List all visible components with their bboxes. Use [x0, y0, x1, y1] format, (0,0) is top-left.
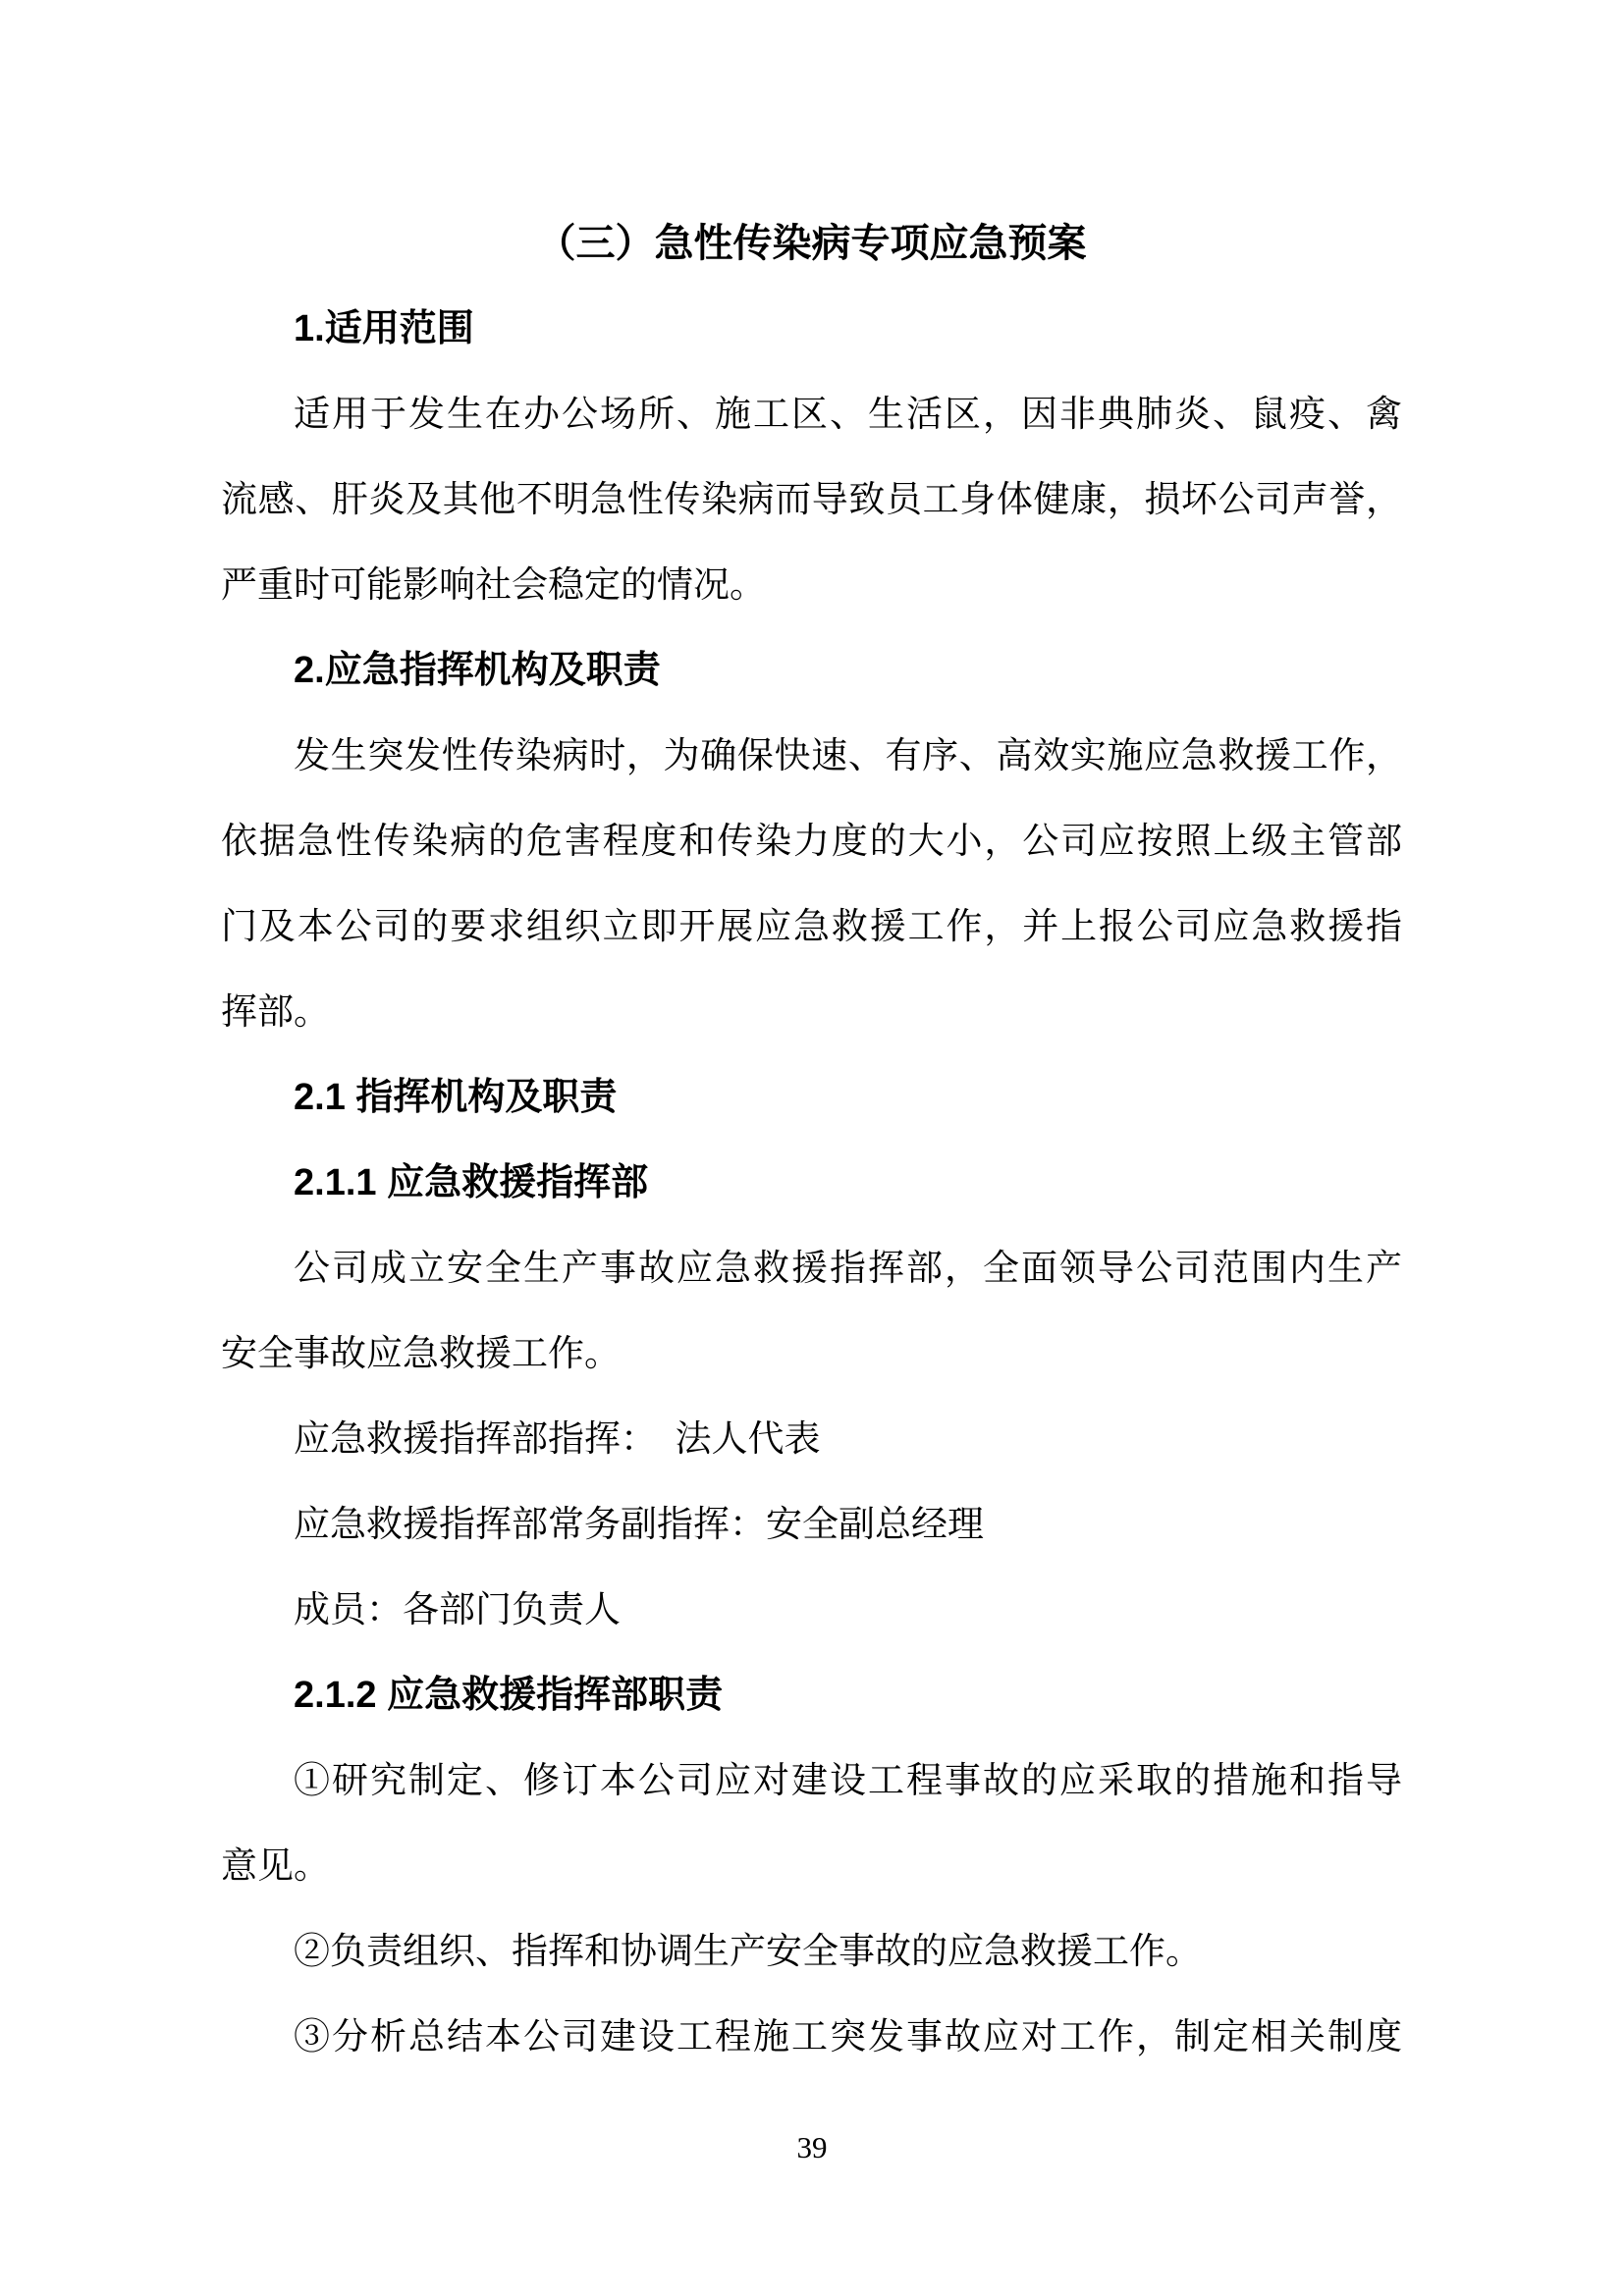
section-heading: 2.1.2 应急救援指挥部职责 [294, 1675, 724, 1716]
paragraph-line: 意见。 [221, 1846, 330, 1887]
paragraph-line: 安全事故应急救援工作。 [221, 1334, 621, 1374]
paragraph-line: ①研究制定、修订本公司应对建设工程事故的应采取的措施和指导 [294, 1761, 1402, 1801]
page-number: 39 [796, 2130, 828, 2164]
paragraph-line: 应急救援指挥部常务副指挥：安全副总经理 [294, 1505, 984, 1545]
paragraph-line: 流感、肝炎及其他不明急性传染病而导致员工身体健康，损坏公司声誉， [221, 480, 1402, 520]
paragraph-line: ③分析总结本公司建设工程施工突发事故应对工作，制定相关制度 [294, 2017, 1402, 2057]
section-heading: 2.1.1 应急救援指挥部 [294, 1162, 649, 1203]
section-heading: 2.应急指挥机构及职责 [294, 650, 661, 691]
section-heading: 2.1 指挥机构及职责 [294, 1077, 618, 1118]
paragraph-line: 严重时可能影响社会稳定的情况。 [221, 565, 766, 606]
paragraph-line: 发生突发性传染病时，为确保快速、有序、高效实施应急救援工作， [294, 736, 1402, 776]
section-heading: 1.适用范围 [294, 308, 474, 349]
document-content [221, 201, 1402, 2080]
paragraph-line: ②负责组织、指挥和协调生产安全事故的应急救援工作。 [294, 1932, 1202, 1972]
paragraph-line: 门及本公司的要求组织立即开展应急救援工作，并上报公司应急救援指 [221, 907, 1402, 947]
paragraph-line: 公司成立安全生产事故应急救援指挥部，全面领导公司范围内生产 [294, 1249, 1402, 1289]
paragraph-line: 适用于发生在办公场所、施工区、生活区，因非典肺炎、鼠疫、禽 [294, 395, 1402, 435]
document-title: （三）急性传染病专项应急预案 [536, 222, 1087, 265]
paragraph-line: 应急救援指挥部指挥： 法人代表 [294, 1419, 821, 1460]
paragraph-line: 成员：各部门负责人 [294, 1590, 621, 1630]
paragraph-line: 依据急性传染病的危害程度和传染力度的大小，公司应按照上级主管部 [221, 822, 1402, 862]
paragraph-line: 挥部。 [221, 992, 330, 1033]
